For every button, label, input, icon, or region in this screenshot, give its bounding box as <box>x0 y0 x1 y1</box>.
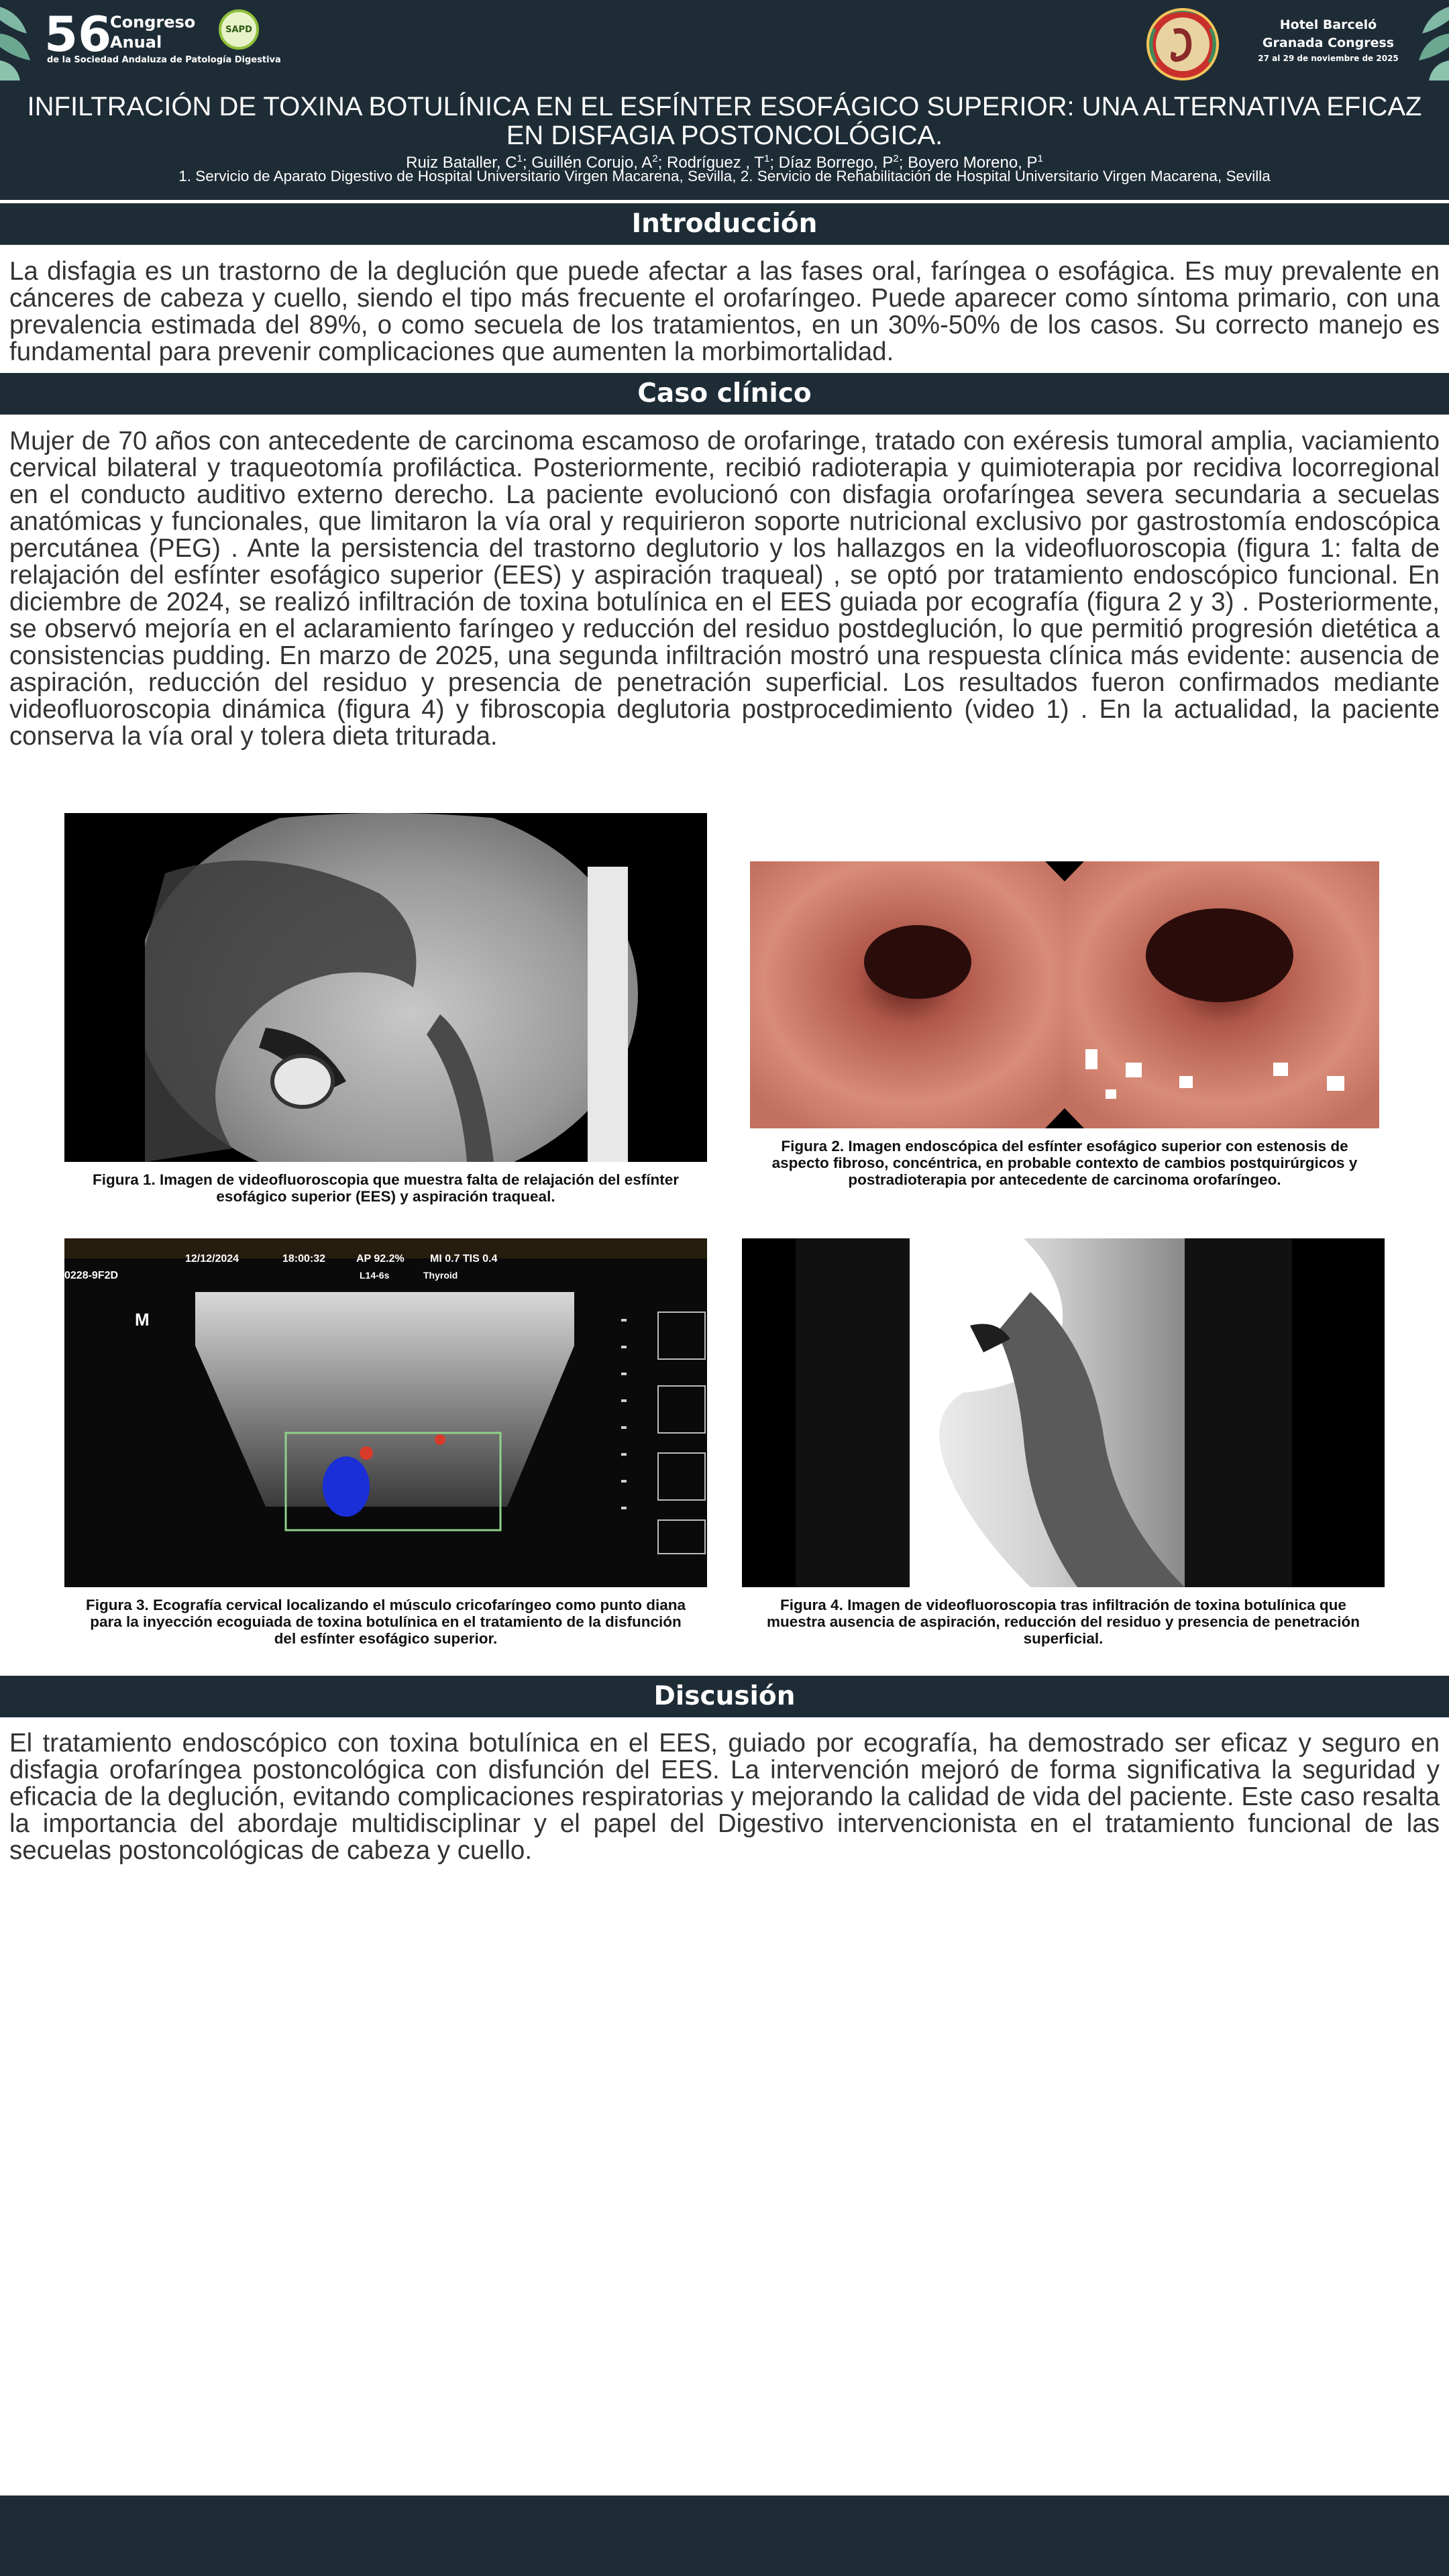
figure-4-caption: Figura 4. Imagen de videofluoroscopia tras infiltración de toxina botulínica que muestra ausencia de aspiración, reducción del residuo y presencia de penetración superficial. <box>766 1597 1360 1647</box>
author-list: Ruiz Bataller, $C^1$; Guillén Corujo, $A^2$; Rodríguez , $T^1$; Díaz Borrego, $P^2$; Boyero Moreno, $P^1$ <box>406 153 1043 172</box>
congress-dates: 27 al 29 de noviembre de 2025 <box>1258 54 1399 63</box>
ultrasound-marker: M <box>135 1309 150 1330</box>
ultrasound-probe: L14-6s <box>360 1270 390 1281</box>
discusion-text: El tratamiento endoscópico con toxina botulínica en el EES, guiado por ecografía, ha demostrado ser eficaz y seguro en disfagia orofaríngea postoncológica con disfunción del EES. La intervención mejoró de forma significativa la seguridad y eficacia de la deglución, evitando complicaciones respiratorias y mejorando la calidad de vida del paciente. Este caso resalta la importancia del abordaje multidisciplinar y el papel del Digestivo intervencionista en el tratamiento funcional de las secuelas postoncológicas de cabeza y cuello. <box>9 1729 1440 1865</box>
granada-crest-logo-icon <box>1140 1 1225 85</box>
poster-footer <box>0 2496 1449 2576</box>
sapd-logo: SAPD <box>219 9 259 50</box>
leaf-decoration-right-icon <box>1402 0 1449 80</box>
affiliations: 1. Servicio de Aparato Digestivo de Hospital Universitario Virgen Macarena, Sevilla, 2. Servicio de Rehabilitación de Hospital Universitario Virgen Macarena, Sevilla <box>178 168 1271 184</box>
ultrasound-mi: MI 0.7 TIS 0.4 <box>430 1253 498 1265</box>
ultrasound-date: 12/12/2024 <box>185 1253 239 1265</box>
ultrasound-preset: Thyroid <box>423 1270 458 1281</box>
leaf-decoration-left-icon <box>0 0 47 80</box>
figure-3-caption: Figura 3. Ecografía cervical localizando el músculo cricofaríngeo como punto diana para la inyección ecoguiada de toxina botulínica en el tratamiento de la disfunción del esfínter esofágico superior. <box>86 1597 686 1647</box>
section-heading-caso-clinico: Caso clínico <box>0 373 1449 415</box>
introduccion-text: La disfagia es un trastorno de la deglución que puede afectar a las fases oral, faríngea o esofágica. Es muy prevalente en cánceres de cabeza y cuello, siendo el tipo más frecuente el orofaríngeo. Puede aparecer como síntoma primario, con una prevalencia estimada del 89%, o como secuela de los tratamientos, en un 30%-50% de los casos. Su correcto manejo es fundamental para prevenir complicaciones que aumenten la morbimortalidad. <box>9 257 1440 366</box>
poster-title: INFILTRACIÓN DE TOXINA BOTULÍNICA EN EL ESFÍNTER ESOFÁGICO SUPERIOR: UNA ALTERNATIVA EFICAZ EN DISFAGIA POSTONCOLÓGICA. <box>27 92 1422 150</box>
congreso-label: Congreso Anual <box>110 13 196 52</box>
figure-2-caption: Figura 2. Imagen endoscópica del esfínter esofágico superior con estenosis de aspecto fibroso, concéntrica, en probable contexto de cambios postquirúrgicos y postradioterapia por antecedente de carcinoma orofaríngeo. <box>771 1138 1358 1188</box>
figure-1-caption: Figura 1. Imagen de videofluoroscopia que muestra falta de relajación del esfínter esofágico superior (EES) y aspiración traqueal. <box>93 1171 679 1205</box>
ultrasound-ap: AP 92.2% <box>356 1253 405 1265</box>
congreso-number: 56 <box>44 6 112 62</box>
section-heading-introduccion: Introducción <box>0 203 1449 245</box>
ultrasound-time: 18:00:32 <box>282 1253 326 1265</box>
figure-3-ultrasound-image <box>64 1238 707 1587</box>
hotel-name: Hotel Barceló Granada Congress <box>1262 17 1395 50</box>
figure-4-videofluoroscopy-image <box>742 1238 1385 1587</box>
caso-clinico-text: Mujer de 70 años con antecedente de carcinoma escamoso de orofaringe, tratado con exéresis tumoral amplia, vaciamiento cervical bilateral y traqueotomía profiláctica. Posteriormente, recibió radioterapia y quimioterapia por recidiva locorregional en el conducto auditivo externo derecho. La paciente evolucionó con disfagia orofaríngea severa secundaria a secuelas anatómicas y funcionales, que limitaron la vía oral y requirieron soporte nutricional exclusivo por gastrostomía endoscópica percutánea (PEG) . Ante la persistencia del trastorno deglutorio y los hallazgos en la videofluoroscopia (figura 1: falta de relajación del esfínter esofágico superior (EES) y aspiración traqueal) , se optó por tratamiento endoscópico funcional. En diciembre de 2024, se realizó infiltración de toxina botulínica en el EES guiada por ecografía (figura 2 y 3) . Posteriormente, se observó mejoría en el aclaramiento faríngeo y reducción del residuo postdeglución, lo que permitió progresión dietética a consistencias pudding. En marzo de 2025, una segunda infiltración mostró una respuesta clínica más evidente: ausencia de aspiración, reducción del residuo y presencia de penetración superficial. Los resultados fueron confirmados mediante videofluoroscopia dinámica (figura 4) y fibroscopia deglutoria postprocedimiento (video 1) . En la actualidad, la paciente conserva la vía oral y tolera dieta triturada. <box>9 427 1440 751</box>
ultrasound-id: 0228-9F2D <box>64 1270 119 1281</box>
sociedad-name: de la Sociedad Andaluza de Patología Digestiva <box>47 55 281 65</box>
figure-1-videofluoroscopy-image <box>64 813 707 1162</box>
figure-2-endoscopy-image <box>750 861 1379 1128</box>
poster-header <box>0 0 1449 200</box>
section-heading-discusion: Discusión <box>0 1676 1449 1717</box>
